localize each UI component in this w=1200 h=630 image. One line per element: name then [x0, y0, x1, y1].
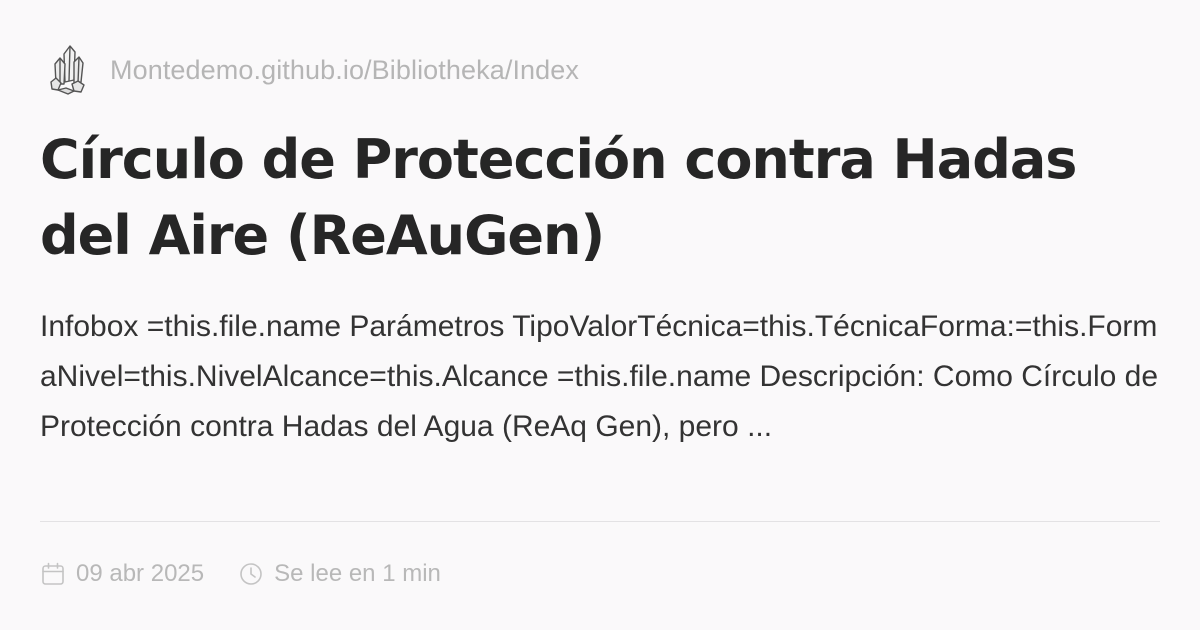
calendar-icon: [40, 561, 66, 587]
site-header: [48, 44, 579, 96]
reading-time: [238, 560, 441, 588]
publish-date: [40, 560, 204, 588]
crystal-icon: [48, 44, 88, 96]
preview-card: [40, 40, 1160, 600]
site-url[interactable]: Montedemo.github.io/Bibliotheka/Index: [110, 54, 580, 85]
divider: [40, 521, 1160, 522]
reading-time-text: Se lee en 1 min: [274, 560, 441, 587]
page-description: Infobox =this.file.name Parámetros TipoValorTécnica=this.TécnicaForma:=this.FormaNivel=this.NivelAlcance=this.Alcance =this.file.name Descripción: Como Círculo de Protección contra Hadas del Agua (ReAq Gen), pero ...: [40, 310, 1158, 443]
page-title: Círculo de Protección contra Hadas del Aire (ReAuGen): [40, 128, 1077, 267]
publish-date-text: 09 abr 2025: [76, 560, 205, 587]
meta-bar: [40, 556, 441, 592]
clock-icon: [238, 561, 264, 587]
